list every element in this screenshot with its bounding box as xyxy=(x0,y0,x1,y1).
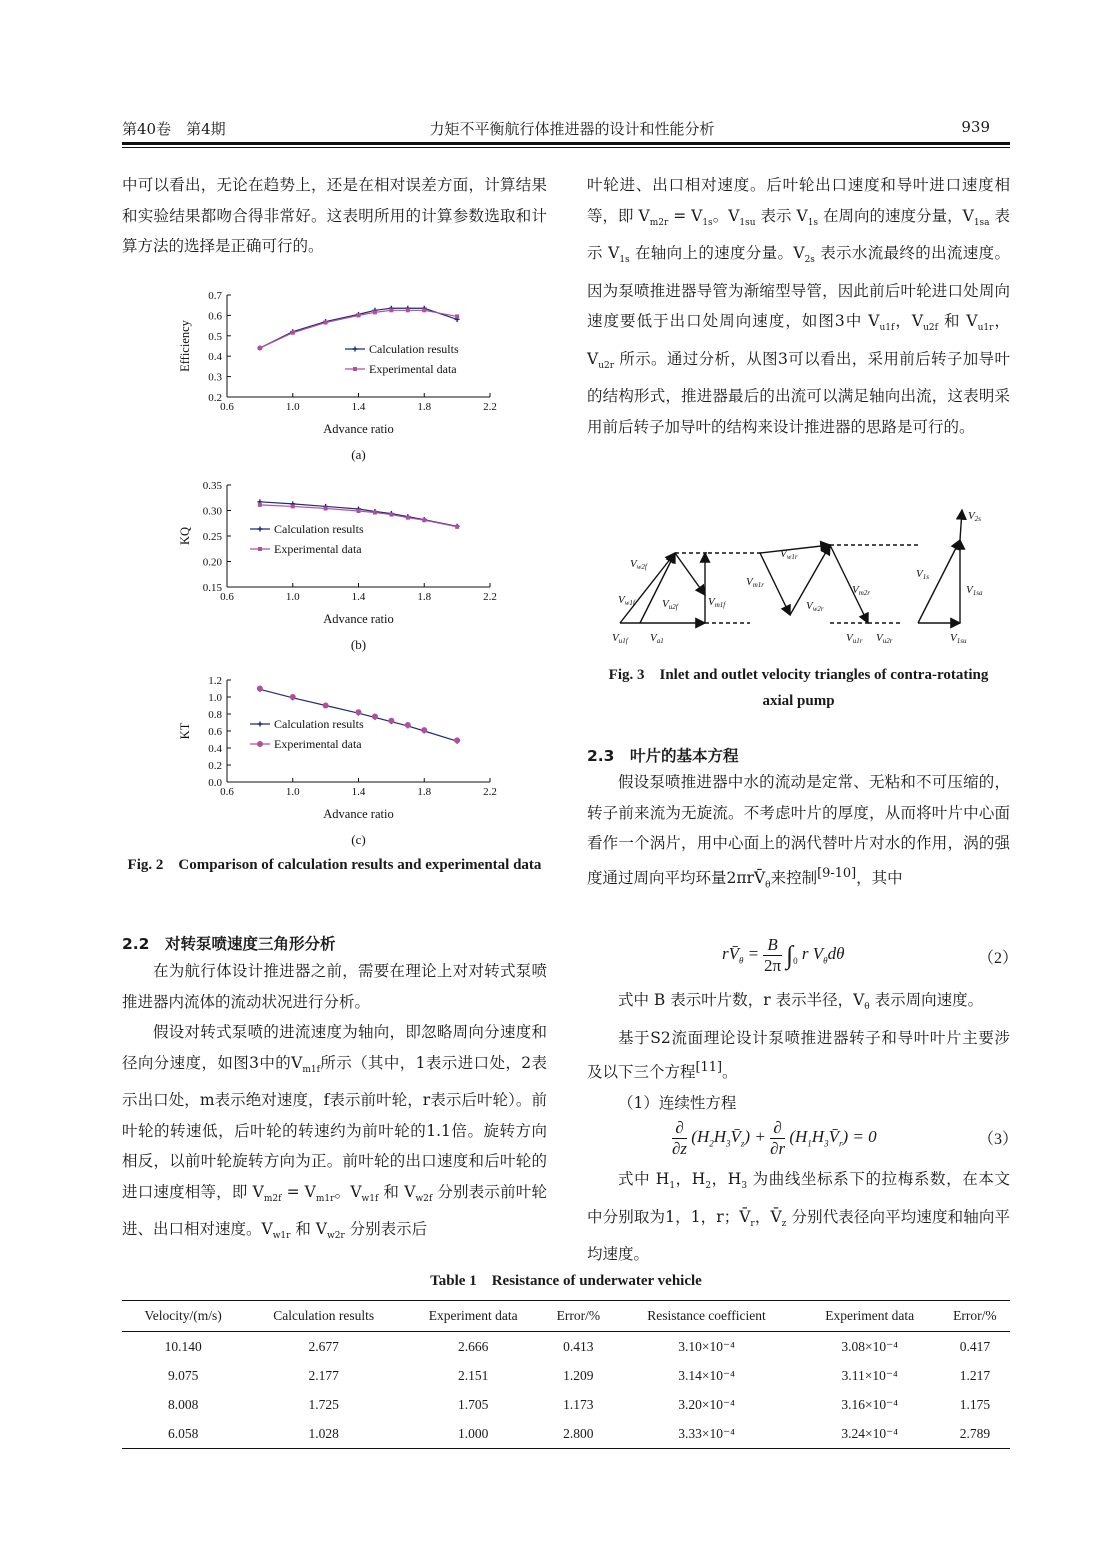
torque-coefficient-chart xyxy=(150,475,510,655)
equation-2-number: （2） xyxy=(978,950,1019,967)
y-tick-label: 1.2 xyxy=(208,675,222,687)
y-tick-label: 0.0 xyxy=(208,777,222,789)
legend-label: Experimental data xyxy=(369,362,457,376)
legend-label: Calculation results xyxy=(369,342,459,356)
equation-3: ∂ ∂z $(H_2H_3V̄_z)$ + ∂ ∂r $(H_1H_3V̄_r) = 0$ xyxy=(672,1118,877,1158)
data-point xyxy=(422,308,426,312)
x-tick-label: 2.2 xyxy=(483,401,497,413)
label-vw1r: Vw1r xyxy=(780,548,798,561)
col-experiment-data: Experiment data xyxy=(403,1301,543,1332)
label-vu1f: Vu1f xyxy=(612,632,628,645)
table-1-title: Table 1 Resistance of underwater vehicle xyxy=(430,1273,702,1289)
efficiency-chart xyxy=(150,285,510,465)
legend-marker xyxy=(257,741,263,747)
section-2-3-title: 2.3 叶片的基本方程 xyxy=(587,747,739,765)
label-v1sa: V1sa xyxy=(966,584,983,597)
table-cell: 10.140 xyxy=(164,1338,202,1354)
legend-marker xyxy=(353,367,357,371)
figure-3-caption-line-2: axial pump xyxy=(762,693,835,709)
y-tick-label: 0.30 xyxy=(202,505,222,518)
data-point xyxy=(389,308,393,312)
table-cell: 3.08×10⁻⁴ xyxy=(841,1338,898,1354)
x-tick-label: 2.2 xyxy=(483,591,497,603)
vu2f-arrow xyxy=(675,553,705,595)
data-point xyxy=(372,714,378,720)
panel-label: (c) xyxy=(351,832,366,847)
panel-label: (a) xyxy=(351,447,366,462)
table-cell: 0.417 xyxy=(959,1338,991,1354)
label-vu2r: Vu2r xyxy=(876,632,893,645)
x-axis-title: Advance ratio xyxy=(323,422,394,436)
label-v1s: V1s xyxy=(916,568,929,581)
table-cell: 3.20×10⁻⁴ xyxy=(678,1396,735,1412)
x-tick-label: 1.0 xyxy=(285,401,300,413)
data-point xyxy=(406,516,410,520)
data-point xyxy=(323,703,329,709)
table-cell: 0.413 xyxy=(563,1338,594,1354)
data-point xyxy=(357,509,361,513)
equation-2: $rV̄_\theta$ = $\frac{B}{2\pi}$ $\int_0$ r $V_\theta d\theta$ xyxy=(722,935,845,975)
table-cell: 3.16×10⁻⁴ xyxy=(841,1396,898,1412)
y-tick-label: 0.7 xyxy=(208,290,222,302)
data-point xyxy=(324,506,328,510)
label-vu2f: Vu2f xyxy=(662,598,678,611)
section-2-2-paragraph-2: 假设对转式泵喷的进流速度为轴向，即忽略周向分速度和径向分速度，如图3中的$V_{m1f}$所示（其中，1表示进口处，2表示出口处，m表示绝对速度，f表示前叶轮，r表示后叶轮）。前叶轮的转速低，后叶轮的转速约为前叶轮的1.1倍。旋转方向相反，以前叶轮旋转方向为正。前叶轮的出口速度和后叶轮的进口速度相等，即 $V_{m2f} = V_{m1r}$。$V_{w1f}$ 和 $V_{w2f}$ 分别表示前叶轮进、出口相对速度。$V_{w1r}$ 和 $V_{w2r}$ 分别表示后 xyxy=(122,1023,547,1242)
v1s-arrow xyxy=(918,540,960,623)
data-point xyxy=(258,503,262,507)
y-tick-label: 0.8 xyxy=(208,709,222,721)
table-cell: 2.666 xyxy=(457,1338,489,1354)
data-point xyxy=(290,694,296,700)
col-calculation-results: Calculation results xyxy=(244,1301,403,1332)
table-cell: 9.075 xyxy=(167,1367,199,1383)
y-axis-title: Efficiency xyxy=(178,320,192,372)
table-cell: 6.058 xyxy=(122,1419,244,1449)
table-row xyxy=(122,1361,1010,1390)
table-cell: 1.209 xyxy=(563,1367,594,1383)
data-point xyxy=(405,722,411,728)
right-paragraph-block xyxy=(587,170,1010,442)
data-point xyxy=(455,314,459,318)
table-cell: 2.800 xyxy=(543,1419,613,1449)
y-axis-title: KT xyxy=(178,722,192,740)
section-2-2-body xyxy=(122,956,547,1252)
x-axis-title: Advance ratio xyxy=(323,612,394,626)
label-vw2f: Vw2f xyxy=(630,558,647,571)
y-tick-label: 0.5 xyxy=(208,330,222,343)
col-experiment-data-2: Experiment data xyxy=(800,1301,940,1332)
legend-label: Experimental data xyxy=(274,737,362,751)
y-tick-label: 0.35 xyxy=(202,480,222,492)
resistance-table xyxy=(122,1300,1010,1449)
y-tick-label: 0.2 xyxy=(208,392,222,404)
table-cell: 3.10×10⁻⁴ xyxy=(678,1338,735,1354)
table-cell: 8.008 xyxy=(167,1396,199,1412)
label-v1su: V1su xyxy=(950,632,967,645)
legend-label: Calculation results xyxy=(274,717,364,731)
x-tick-label: 1.0 xyxy=(285,591,300,603)
x-tick-label: 2.2 xyxy=(483,786,497,798)
data-point xyxy=(454,737,460,743)
section-2-3-body-a xyxy=(587,767,1010,900)
x-axis-title: Advance ratio xyxy=(323,807,394,821)
data-point xyxy=(291,504,295,508)
page-number: 939 xyxy=(961,118,990,136)
data-point xyxy=(406,308,410,312)
legend-marker xyxy=(258,722,263,727)
data-point xyxy=(389,513,393,517)
x-tick-label: 0.6 xyxy=(220,786,234,798)
legend-marker xyxy=(258,527,263,532)
intro-paragraph-block xyxy=(122,170,547,262)
legend-label: Calculation results xyxy=(274,522,364,536)
y-tick-label: 1.0 xyxy=(208,692,222,704)
x-tick-label: 0.6 xyxy=(220,591,234,603)
label-vm1f: Vm1f xyxy=(708,596,726,609)
v2s-arrow xyxy=(960,510,962,540)
table-cell: 1.705 xyxy=(457,1396,489,1412)
velocity-analysis-paragraph: 叶轮进、出口相对速度。后叶轮出口速度和导叶进口速度相等，即 $V_{m2r} = V_{1s}$。$V_{1su}$ 表示 $V_{1s}$ 在周向的速度分量，$V_{1sa}$ 表示 $V_{1s}$ 在轴向上的速度分量。$V_{2s}$ 表示水流最终的出流速度。因为泵喷推进器导管为渐缩型导管，因此前后叶轮进口处周向速度要低于出口处周向速度，如图3中 $V_{u1f}$，$V_{u2f}$ 和 $V_{u1r}$，$V_{u2r}$ 所示。通过分析，从图3可以看出，采用前后转子加导叶的结构形式，推进器最后的出流可以满足轴向出流，这表明采用前后转子加导叶的结构来设计推进器的思路是可行的。 xyxy=(587,176,1010,436)
section-2-3-paragraph-3: 基于S2流面理论设计泵喷推进器转子和导叶叶片主要涉及以下三个方程[11]。 xyxy=(587,1028,1010,1082)
data-point xyxy=(373,511,377,515)
section-2-3-paragraph-2: 式中 B 表示叶片数，r 表示半径，$V_\theta$ 表示周向速度。 xyxy=(618,991,984,1013)
header-rule-thin xyxy=(122,147,1010,148)
section-2-2-title: 2.2 对转泵喷速度三角形分析 xyxy=(122,935,336,953)
x-tick-label: 1.8 xyxy=(417,591,432,603)
data-point xyxy=(422,518,426,522)
thrust-coefficient-chart xyxy=(150,670,510,850)
label-vu1r: Vu1r xyxy=(846,632,863,645)
panel-label: (b) xyxy=(350,637,367,652)
table-cell: 3.11×10⁻⁴ xyxy=(841,1367,898,1383)
legend-label: Experimental data xyxy=(274,542,362,556)
section-2-3-body-c xyxy=(587,1164,1010,1270)
data-point xyxy=(373,310,377,314)
velocity-triangle-diagram xyxy=(600,505,1000,655)
x-tick-label: 1.8 xyxy=(417,786,432,798)
table-cell: 1.217 xyxy=(959,1367,991,1383)
y-tick-label: 0.6 xyxy=(208,726,222,738)
section-2-2-paragraph-1: 在为航行体设计推进器之前，需要在理论上对对转式泵喷推进器内流体的流动状况进行分析。 xyxy=(122,962,547,1011)
y-tick-label: 0.20 xyxy=(202,556,222,569)
legend-marker xyxy=(258,547,262,551)
section-2-3-body-b xyxy=(587,985,1010,1118)
table-cell: 3.24×10⁻⁴ xyxy=(800,1419,940,1449)
table-cell: 2.177 xyxy=(308,1367,339,1383)
y-tick-label: 0.6 xyxy=(208,310,222,323)
data-point xyxy=(291,331,295,335)
x-tick-label: 1.8 xyxy=(417,401,432,413)
table-row xyxy=(122,1332,1010,1362)
col-velocity: Velocity/(m/s) xyxy=(122,1301,244,1332)
equation-3-number: （3） xyxy=(978,1131,1019,1148)
label-v2s: V2s xyxy=(968,510,981,523)
x-tick-label: 1.4 xyxy=(351,401,366,413)
intro-paragraph: 中可以看出，无论在趋势上，还是在相对误差方面，计算结果和实验结果都吻合得非常好。这表明所用的计算参数选取和计算方法的选择是正确可行的。 xyxy=(122,176,547,255)
table-cell: 1.000 xyxy=(403,1419,543,1449)
x-tick-label: 1.4 xyxy=(351,786,366,798)
table-cell: 1.173 xyxy=(563,1396,594,1412)
vm1r-arrow xyxy=(760,553,790,615)
col-resistance-coefficient: Resistance coefficient xyxy=(613,1301,799,1332)
figure-3-caption-line-1: Fig. 3 Inlet and outlet velocity triangles of contra-rotating xyxy=(608,667,989,683)
label-vm2r: Vm2r xyxy=(852,584,871,597)
vw1r-arrow xyxy=(760,545,830,553)
label-va1: Va1 xyxy=(650,632,664,645)
data-point xyxy=(258,346,262,350)
table-cell: 3.33×10⁻⁴ xyxy=(613,1419,799,1449)
figure-2-caption: Fig. 2 Comparison of calculation results and experimental data xyxy=(127,857,542,873)
y-tick-label: 0.4 xyxy=(208,351,222,364)
table-cell: 2.151 xyxy=(457,1367,489,1383)
col-error: Error/% xyxy=(543,1301,613,1332)
table-cell: 3.14×10⁻⁴ xyxy=(678,1367,735,1383)
data-point xyxy=(257,686,263,692)
y-tick-label: 0.25 xyxy=(202,531,222,543)
y-tick-label: 0.4 xyxy=(208,743,222,755)
y-tick-label: 0.15 xyxy=(202,582,222,594)
table-row xyxy=(122,1419,1010,1449)
legend-marker xyxy=(353,347,358,352)
section-2-3-paragraph-4: （1）连续性方程 xyxy=(618,1093,737,1112)
table-cell: 1.175 xyxy=(959,1396,991,1412)
data-point xyxy=(356,709,362,715)
table-header-row xyxy=(122,1301,1010,1332)
table-row xyxy=(122,1390,1010,1419)
journal-volume: 第40卷 第4期 xyxy=(122,120,226,138)
data-point xyxy=(388,718,394,724)
table-cell: 1.725 xyxy=(308,1396,339,1412)
data-point xyxy=(324,321,328,325)
section-2-3-paragraph-5: 式中 $H_1$，$H_2$，$H_3$ 为曲线坐标系下的拉梅系数，在本文中分别取为1，1，r；$V̄_r$，$V̄_z$ 分别代表径向平均速度和轴向平均速度。 xyxy=(587,1170,1010,1264)
y-axis-title: KQ xyxy=(178,526,192,546)
y-tick-label: 0.3 xyxy=(208,371,222,384)
table-cell: 1.028 xyxy=(244,1419,403,1449)
vw2f-arrow xyxy=(620,553,675,623)
y-tick-label: 0.2 xyxy=(208,760,222,772)
col-error-2: Error/% xyxy=(940,1301,1010,1332)
section-2-3-paragraph-1: 假设泵喷推进器中水的流动是定常、无粘和不可压缩的，转子前来流为无旋流。不考虑叶片的厚度，从而将叶片中心面看作一个涡片，用中心面上的涡代替叶片对水的作用，涡的强度通过周向平均环量$2\pi rV̄_\theta$来控制[9-10]，其中 xyxy=(587,773,1010,890)
header-rule xyxy=(122,142,1010,145)
figure-3-caption xyxy=(587,662,1010,714)
data-point xyxy=(421,727,427,733)
table-cell: 2.677 xyxy=(308,1338,339,1354)
x-tick-label: 1.0 xyxy=(285,786,300,798)
x-tick-label: 0.6 xyxy=(220,401,234,413)
data-point xyxy=(455,525,459,529)
running-title: 力矩不平衡航行体推进器的设计和性能分析 xyxy=(429,120,715,138)
data-point xyxy=(357,313,361,317)
label-vm1r: Vm1r xyxy=(746,576,765,589)
x-tick-label: 1.4 xyxy=(351,591,366,603)
label-vw1f: Vw1f xyxy=(618,594,635,607)
vm2r-arrow xyxy=(830,545,871,623)
label-vw2r: Vw2r xyxy=(806,600,824,613)
table-cell: 2.789 xyxy=(940,1419,1010,1449)
